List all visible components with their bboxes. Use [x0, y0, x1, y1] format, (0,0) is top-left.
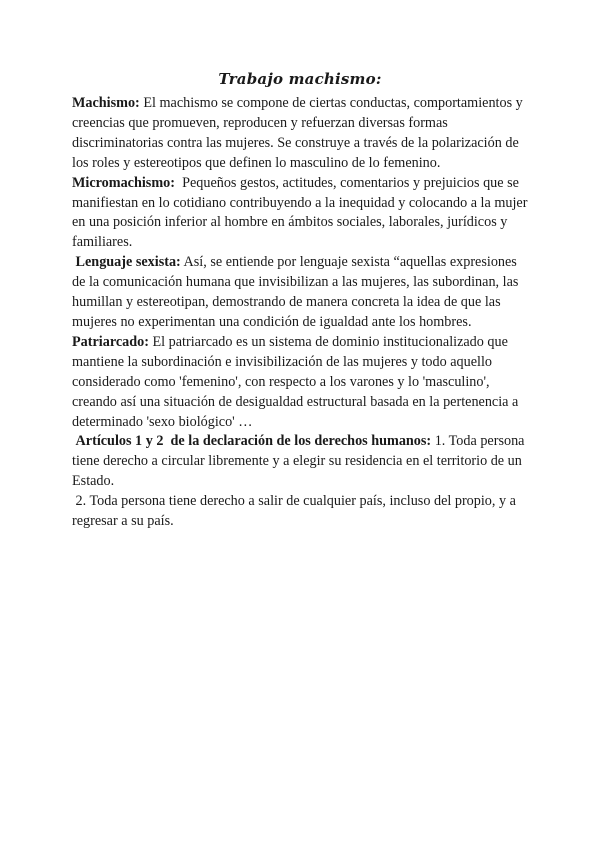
- article-2-paragraph: [72, 492, 528, 532]
- section-machismo: [72, 94, 528, 174]
- section-patriarcado: [72, 333, 528, 433]
- article-2-text: 2. Toda persona tiene derecho a salir de cualquier país, incluso del propio, y a regresar a su país.: [72, 493, 520, 530]
- term-patriarcado: Patriarcado:: [72, 333, 149, 350]
- section-lenguaje-sexista: [72, 253, 528, 333]
- definition-micromachismo: Pequeños gestos, actitudes, comentarios y prejuicios que se manifiestan en lo cotidiano contribuyendo a la inequidad y colocando a la mujer en una posición inferior al hombre en ámbitos sociales, laborales, jurídicos y familiares.: [72, 174, 531, 251]
- document-title: Trabajo machismo:: [218, 70, 382, 88]
- definition-patriarcado: El patriarcado es un sistema de dominio institucionalizado que mantiene la subordinación e invisibilización de las mujeres y todo aquello considerado como 'femenino', con respecto a los varones y lo 'masculino', creando así una situación de desigualdad estructural basada en la pertenencia a determinado 'sexo biológico' …: [72, 333, 519, 430]
- definition-machismo: El machismo se compone de ciertas conductas, comportamientos y creencias que promueven, reproducen y refuerzan diversas formas discriminatorias contra las mujeres. Se construye a través de la polarización de los roles y estereotipos que definen lo masculino de lo femenino.: [72, 95, 523, 171]
- term-lenguaje-sexista: Lenguaje sexista:: [72, 254, 181, 271]
- document-page: [72, 66, 531, 532]
- section-micromachismo: [72, 174, 531, 254]
- term-micromachismo: Micromachismo:: [72, 174, 175, 191]
- section-articulos: [72, 432, 528, 492]
- definition-lenguaje-sexista: Así, se entiende por lenguaje sexista “aquellas expresiones de la comunicación humana que invisibilizan a las mujeres, las subordinan, las humillan y estereotipan, demostrando de manera concreta la idea de que las mujeres no experimentan una condición de igualdad ante los hombres.: [72, 254, 519, 330]
- term-articulos: Artículos 1 y 2 de la declaración de los derechos humanos:: [72, 433, 432, 450]
- term-machismo: Machismo:: [72, 95, 140, 111]
- article-1-text: 1. Toda persona tiene derecho a circular libremente y a elegir su residencia en el territorio de un Estado.: [72, 433, 525, 490]
